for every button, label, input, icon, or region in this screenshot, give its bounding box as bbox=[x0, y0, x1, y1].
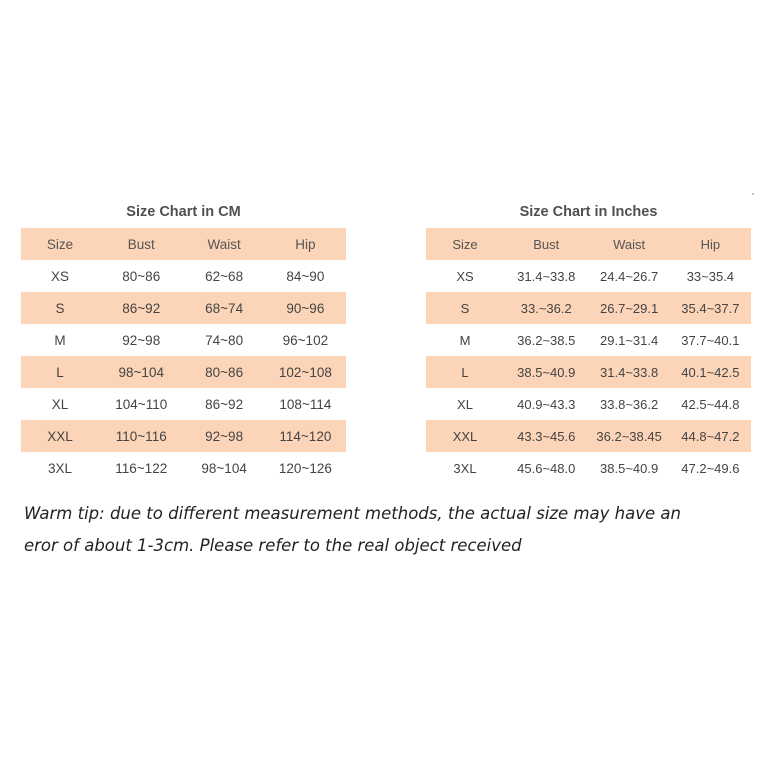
cell-waist: 38.5~40.9 bbox=[600, 460, 659, 476]
header-hip: Hip bbox=[700, 236, 721, 252]
cell-waist: 31.4~33.8 bbox=[600, 364, 659, 380]
chart-title-cm: Size Chart in CM bbox=[126, 204, 241, 220]
cell-waist: 98~104 bbox=[201, 460, 247, 476]
cell-hip: 120~126 bbox=[278, 460, 332, 476]
cell-bust: 36.2~38.5 bbox=[517, 332, 576, 348]
cell-hip: 114~120 bbox=[279, 428, 332, 444]
cell-bust: 92~98 bbox=[122, 332, 161, 348]
cell-hip: 90~96 bbox=[286, 300, 325, 316]
table-row bbox=[21, 292, 346, 324]
header-waist: Waist bbox=[613, 236, 646, 252]
cell-hip: 37.7~40.1 bbox=[681, 332, 740, 348]
size-table-inches bbox=[426, 228, 751, 484]
header-bust: Bust bbox=[533, 236, 560, 252]
cell-waist: 74~80 bbox=[205, 332, 244, 348]
table-row bbox=[426, 356, 751, 388]
cell-hip: 40.1~42.5 bbox=[681, 364, 740, 380]
cell-size: XS bbox=[50, 268, 69, 284]
header-size: Size bbox=[452, 236, 478, 252]
cell-size: S bbox=[55, 300, 65, 316]
cell-size: 3XL bbox=[47, 460, 73, 476]
decorative-dot bbox=[752, 193, 754, 195]
cell-waist: 36.2~38.45 bbox=[596, 428, 662, 444]
cell-hip: 35.4~37.7 bbox=[681, 300, 740, 316]
cell-hip: 47.2~49.6 bbox=[681, 460, 740, 476]
table-row bbox=[21, 324, 346, 356]
cell-size: L bbox=[56, 364, 64, 380]
warm-tip-line-1: Warm tip: due to different measurement methods, the actual size may have an bbox=[24, 504, 681, 523]
cell-size: XL bbox=[51, 396, 69, 412]
size-chart-cm bbox=[21, 196, 346, 484]
header-waist: Waist bbox=[207, 236, 241, 252]
cell-size: XXL bbox=[452, 428, 478, 444]
cell-bust: 45.6~48.0 bbox=[517, 460, 576, 476]
header-size: Size bbox=[46, 236, 74, 252]
cell-bust: 31.4~33.8 bbox=[517, 268, 576, 284]
warm-tip-note bbox=[24, 498, 754, 562]
cell-size: S bbox=[460, 300, 470, 316]
cell-size: XL bbox=[457, 396, 473, 412]
cell-hip: 84~90 bbox=[286, 268, 325, 284]
cell-waist: 80~86 bbox=[205, 364, 244, 380]
cell-hip: 42.5~44.8 bbox=[681, 396, 740, 412]
cell-waist: 26.7~29.1 bbox=[600, 300, 659, 316]
cell-bust: 86~92 bbox=[122, 300, 161, 316]
cell-size: L bbox=[461, 364, 469, 380]
cell-size: 3XL bbox=[453, 460, 477, 476]
cell-hip: 108~114 bbox=[279, 396, 332, 412]
table-row bbox=[21, 260, 346, 292]
table-row bbox=[21, 356, 346, 388]
cell-bust: 110~116 bbox=[115, 428, 167, 444]
table-row bbox=[426, 452, 751, 484]
table-row bbox=[426, 420, 751, 452]
cell-waist: 62~68 bbox=[205, 268, 244, 284]
cell-hip: 102~108 bbox=[278, 364, 332, 380]
table-row bbox=[21, 452, 346, 484]
cell-waist: 92~98 bbox=[205, 428, 244, 444]
cell-waist: 33.8~36.2 bbox=[600, 396, 659, 412]
table-header-row bbox=[426, 228, 751, 260]
table-row bbox=[21, 420, 346, 452]
table-row bbox=[426, 260, 751, 292]
cell-hip: 44.8~47.2 bbox=[681, 428, 740, 444]
cell-hip: 96~102 bbox=[282, 332, 329, 348]
cell-size: M bbox=[54, 332, 66, 348]
cell-bust: 116~122 bbox=[115, 460, 168, 476]
cell-waist: 29.1~31.4 bbox=[600, 332, 659, 348]
cell-size: XXL bbox=[47, 428, 73, 444]
cell-hip: 33~35.4 bbox=[686, 268, 735, 284]
cell-bust: 98~104 bbox=[118, 364, 164, 380]
cell-waist: 24.4~26.7 bbox=[600, 268, 659, 284]
cell-bust: 80~86 bbox=[122, 268, 161, 284]
warm-tip-line-2: eror of about 1-3cm. Please refer to the real object received bbox=[24, 536, 522, 555]
cell-size: M bbox=[459, 332, 471, 348]
header-hip: Hip bbox=[295, 236, 316, 252]
chart-title-inches: Size Chart in Inches bbox=[519, 204, 658, 220]
cell-bust: 33.~36.2 bbox=[520, 300, 572, 316]
table-row bbox=[21, 388, 346, 420]
size-chart-inches bbox=[426, 196, 751, 484]
header-bust: Bust bbox=[127, 236, 155, 252]
table-header-row bbox=[21, 228, 346, 260]
cell-bust: 43.3~45.6 bbox=[517, 428, 576, 444]
table-row bbox=[426, 388, 751, 420]
size-table-cm bbox=[21, 228, 346, 484]
cell-waist: 86~92 bbox=[205, 396, 244, 412]
table-row bbox=[426, 292, 751, 324]
table-row bbox=[426, 324, 751, 356]
cell-size: XS bbox=[456, 268, 474, 284]
cell-waist: 68~74 bbox=[205, 300, 244, 316]
cell-bust: 38.5~40.9 bbox=[517, 364, 576, 380]
cell-bust: 104~110 bbox=[115, 396, 168, 412]
cell-bust: 40.9~43.3 bbox=[517, 396, 576, 412]
